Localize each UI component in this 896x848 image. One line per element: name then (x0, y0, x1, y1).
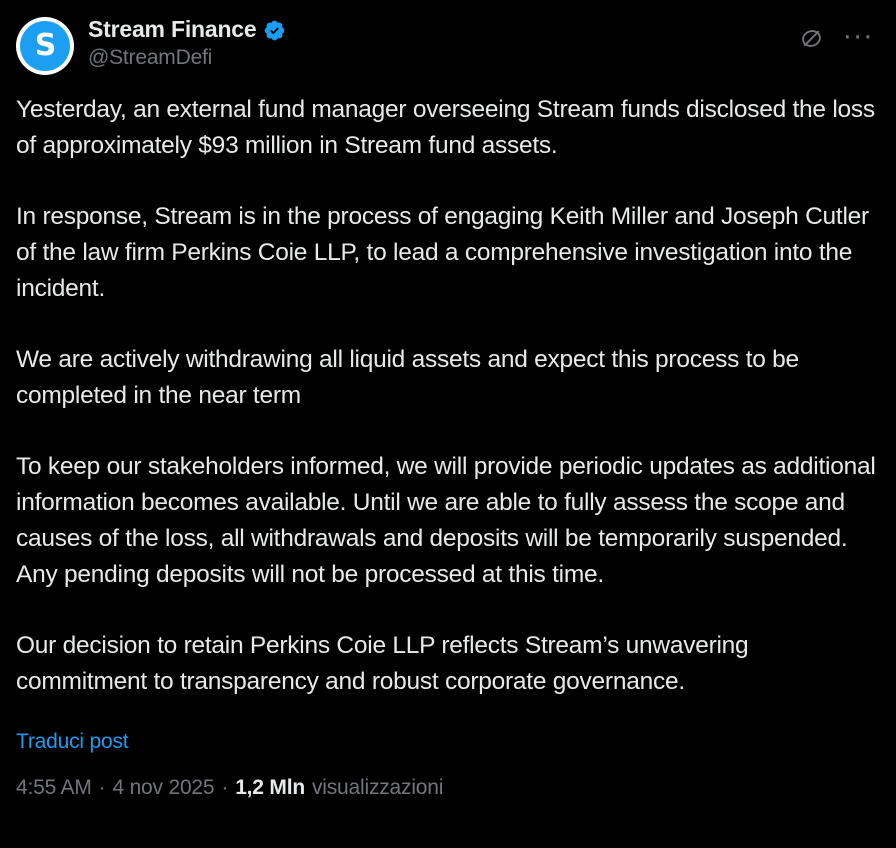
post-meta (16, 776, 880, 800)
avatar-image (20, 21, 70, 71)
more-options-icon[interactable]: ··· (843, 23, 874, 53)
post-paragraph: Yesterday, an external fund manager overseeing Stream funds disclosed the loss of approximately $93 million in Stream fund assets. (16, 96, 875, 159)
post-date: 4 nov 2025 (112, 776, 215, 799)
translate-post-link[interactable]: Traduci post (16, 730, 129, 753)
views-count: 1,2 Mln (235, 776, 305, 799)
post-paragraph: To keep our stakeholders informed, we will provide periodic updates as additional information becomes available. Until we are able to fully assess the scope and causes of the loss, all withdrawals and deposits will be temporarily suspended. Any pending deposits will not be processed at this time. (16, 453, 876, 588)
verified-badge-icon (263, 19, 286, 42)
avatar[interactable] (16, 17, 74, 75)
post-paragraph: In response, Stream is in the process of engaging Keith Miller and Joseph Cutler of the law firm Perkins Coie LLP, to lead a comprehensive investigation into the incident. (16, 203, 869, 302)
author-display-name[interactable]: Stream Finance (88, 16, 257, 42)
meta-separator: · (221, 776, 229, 799)
meta-separator: · (98, 776, 106, 799)
avatar-initial: S (34, 28, 56, 63)
post-body (16, 92, 880, 700)
grok-actions-icon[interactable] (797, 24, 825, 52)
post-header-actions (797, 14, 880, 52)
author-names (88, 14, 286, 70)
views-label: visualizzazioni (311, 776, 444, 799)
post-header (16, 14, 880, 86)
post-paragraph: We are actively withdrawing all liquid assets and expect this process to be completed in the near term (16, 346, 799, 409)
author-handle[interactable]: @StreamDefi (88, 46, 213, 69)
display-name-row (88, 16, 286, 43)
post-paragraph: Our decision to retain Perkins Coie LLP reflects Stream’s unwavering commitment to transparency and robust corporate governance. (16, 632, 749, 695)
post-time: 4:55 AM (16, 776, 92, 799)
